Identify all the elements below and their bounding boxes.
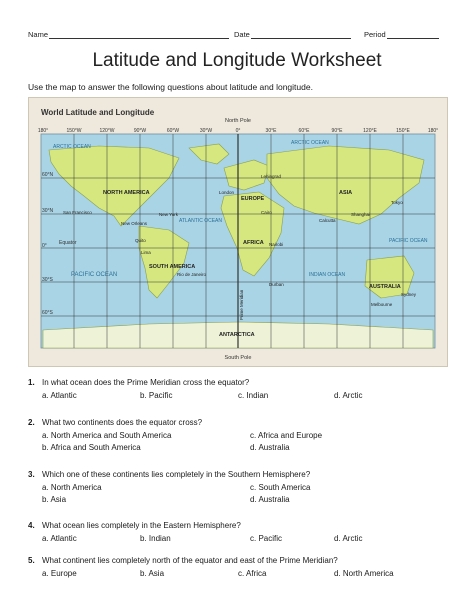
map-title: World Latitude and Longitude: [41, 108, 155, 117]
date-line[interactable]: [251, 31, 351, 39]
student-info-header: [28, 30, 448, 42]
period-label: Period: [364, 30, 386, 39]
ocean-label: ATLANTIC OCEAN: [179, 218, 222, 224]
period-line[interactable]: [387, 31, 439, 39]
city-label: Lima: [141, 250, 151, 255]
answer-option-b[interactable]: b. Asia: [140, 569, 165, 578]
city-label: New York: [159, 212, 179, 217]
city-label: Rio de Janeiro: [177, 272, 207, 277]
ocean-label: ARCTIC OCEAN: [291, 140, 329, 146]
prime-meridian-label: Prime Meridian: [239, 289, 244, 320]
continent-label: EUROPE: [241, 196, 265, 202]
question-text: What continent lies completely north of the equator and east of the Prime Meridian?: [42, 556, 338, 565]
answer-option-d[interactable]: d. Australia: [250, 495, 290, 504]
ocean-label: PACIFIC OCEAN: [389, 238, 428, 244]
city-label: Sydney: [401, 292, 417, 297]
longitude-label: 150°E: [396, 128, 410, 134]
answer-option-c[interactable]: c. Pacific: [250, 534, 283, 543]
period-field[interactable]: [364, 30, 439, 39]
continent-label: AFRICA: [243, 240, 264, 246]
latitude-label: 0°: [42, 243, 47, 249]
longitude-label: 180°: [37, 128, 49, 134]
answer-option-c[interactable]: c. South America: [250, 483, 311, 492]
map-graphic: [29, 98, 447, 366]
answer-option-d[interactable]: d. Arctic: [334, 391, 363, 400]
longitude-label: 90°E: [331, 128, 343, 134]
name-line[interactable]: [49, 31, 229, 39]
city-label: Quito: [135, 238, 146, 243]
answer-option-a[interactable]: a. North America and South America: [42, 431, 172, 440]
answer-option-d[interactable]: d. Arctic: [334, 534, 363, 543]
answer-option-a[interactable]: a. Atlantic: [42, 391, 77, 400]
answer-option-a[interactable]: a. North America: [42, 483, 102, 492]
longitude-label: 60°E: [298, 128, 310, 134]
question-number: 3.: [28, 470, 35, 479]
south-pole-label: South Pole: [224, 355, 252, 361]
city-label: Durban: [269, 282, 284, 287]
continent-label: ASIA: [339, 190, 353, 196]
city-label: Shanghai: [351, 212, 371, 217]
answer-option-b[interactable]: b. Asia: [42, 495, 67, 504]
question-text: Which one of these continents lies completely in the Southern Hemisphere?: [42, 470, 311, 479]
north-pole-label: North Pole: [225, 118, 251, 124]
longitude-label: 120°W: [99, 128, 115, 134]
ocean-label: PACIFIC OCEAN: [71, 272, 118, 278]
answer-option-a[interactable]: a. Atlantic: [42, 534, 77, 543]
name-field[interactable]: [28, 30, 229, 39]
longitude-label: 0°: [235, 128, 241, 134]
question-number: 2.: [28, 418, 35, 427]
latitude-label: 60°N: [42, 172, 54, 178]
latitude-label: Equator: [59, 240, 77, 246]
date-label: Date: [234, 30, 250, 39]
continent-label: AUSTRALIA: [369, 284, 401, 290]
continent-label: SOUTH AMERICA: [149, 264, 196, 270]
longitude-label: 30°W: [199, 128, 213, 134]
page-title: Latitude and Longitude Worksheet: [92, 50, 382, 71]
longitude-label: 120°E: [363, 128, 377, 134]
longitude-label: 30°E: [265, 128, 277, 134]
name-label: Name: [28, 30, 49, 39]
continent-label: NORTH AMERICA: [103, 190, 150, 196]
longitude-label: 60°W: [166, 128, 180, 134]
instructions-text: Use the map to answer the following questions about latitude and longitude.: [28, 82, 313, 92]
city-label: Calcutta: [319, 218, 336, 223]
answer-option-c[interactable]: c. Indian: [238, 391, 269, 400]
answer-option-a[interactable]: a. Europe: [42, 569, 77, 578]
question-text: What ocean lies completely in the Eastern Hemisphere?: [42, 521, 241, 530]
ocean-label: ARCTIC OCEAN: [53, 144, 91, 150]
question-text: What two continents does the equator cross?: [42, 418, 203, 427]
answer-option-b[interactable]: b. Indian: [140, 534, 171, 543]
longitude-label: 90°W: [133, 128, 147, 134]
latitude-label: 60°S: [42, 310, 53, 316]
city-label: Cairo: [261, 210, 272, 215]
city-label: Melbourne: [371, 302, 393, 307]
city-label: Nairobi: [269, 242, 284, 247]
ocean-label: INDIAN OCEAN: [309, 272, 346, 278]
city-label: Tokyo: [391, 200, 403, 205]
answer-option-c[interactable]: c. Africa and Europe: [250, 431, 323, 440]
question-number: 5.: [28, 556, 35, 565]
answer-option-b[interactable]: b. Pacific: [140, 391, 173, 400]
answer-option-d[interactable]: d. North America: [334, 569, 394, 578]
question-number: 4.: [28, 521, 35, 530]
longitude-labels: [38, 128, 438, 134]
question-text: In what ocean does the Prime Meridian cross the equator?: [42, 378, 250, 387]
city-label: New Orleans: [121, 221, 148, 226]
date-field[interactable]: [234, 30, 351, 39]
city-label: Leningrad: [261, 174, 282, 179]
city-label: San Francisco: [63, 210, 92, 215]
city-label: London: [219, 190, 235, 195]
answer-option-d[interactable]: d. Australia: [250, 443, 290, 452]
longitude-label: 150°W: [66, 128, 82, 134]
answer-option-c[interactable]: c. Africa: [238, 569, 267, 578]
longitude-label: 180°: [427, 128, 439, 134]
latitude-label: 30°N: [42, 208, 54, 214]
continent-label: ANTARCTICA: [219, 332, 255, 338]
latitude-label: 30°S: [42, 277, 53, 283]
answer-option-b[interactable]: b. Africa and South America: [42, 443, 141, 452]
world-map: [28, 97, 448, 367]
question-number: 1.: [28, 378, 35, 387]
